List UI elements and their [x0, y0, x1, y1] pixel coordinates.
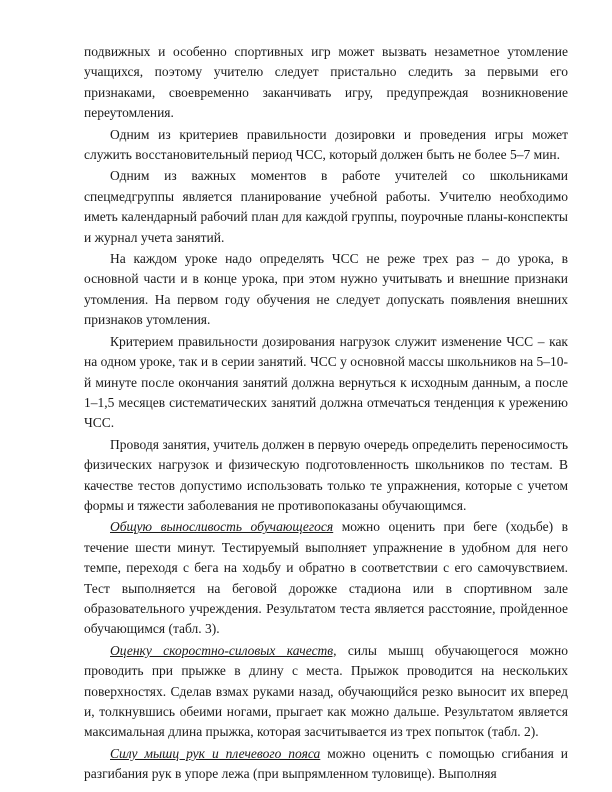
body-text	[84, 42, 568, 786]
paragraph-lead: Общую выносливость обучающегося	[110, 519, 334, 535]
paragraph-1	[84, 42, 568, 124]
paragraph-text: Одним из важных моментов в работе учителей со школьниками спецмедгруппы является планирование учебной работы. Учителю необходимо иметь календарный рабочий план для каждой группы, поурочные планы-конспекты и журнал учета занятий.	[84, 168, 568, 245]
paragraph-text: Одним из критериев правильности дозировки и проведения игры может служить восстановительный период ЧСС, который должен быть не более 5–7 мин.	[84, 126, 568, 163]
paragraph-emphasis: В качестве тестов допустимо использовать только те упражнения, которые с учетом формы и тяжести заболевания не противопоказаны обучающимся.	[84, 457, 568, 513]
paragraph-5	[84, 332, 568, 434]
paragraph-text: можно оценить с помощью сгибания и разгибания рук в упоре лежа (при выпрямленном туловище). Выполняя	[84, 745, 568, 782]
paragraph-text: силы мышц обучающегося можно проводить при прыжке в длину с места. Прыжок проводится на нескольких поверхностях. Сделав взмах руками назад, обучающийся резко выносит их вперед и, толкнувшись обеими ногами, прыгает как можно дальше. Результатом является максимальная длина прыжка, которая засчитывается из трех попыток (табл. 2).	[84, 642, 568, 740]
paragraph-text: подвижных и особенно спортивных игр может вызвать незаметное утомление учащихся, поэтому учителю следует пристально следить за первыми его признаками, своевременно заканчивать игру, предупреждая возникновение переутомления.	[84, 44, 568, 121]
paragraph-lead: Силу мышц рук и плечевого пояса	[110, 745, 321, 761]
paragraph-9	[84, 744, 568, 785]
paragraph-text: Критерием правильности дозирования нагрузок служит изменение ЧСС – как на одном уроке, так и в серии занятий. ЧСС у основной массы школьников на 5–10-й минуте после окончания занятий должна вернуться к исходным данным, а после 1–1,5 месяцев систематических занятий должна отмечаться тенденция к урежению ЧСС.	[84, 333, 568, 431]
paragraph-2	[84, 125, 568, 166]
paragraph-7	[84, 517, 568, 639]
paragraph-3	[84, 166, 568, 248]
paragraph-4	[84, 249, 568, 331]
paragraph-text: На каждом уроке надо определять ЧСС не реже трех раз – до урока, в основной части и в конце урока, при этом нужно учитывать и внешние признаки утомления. На первом году обучения не следует допускать появления внешних признаков утомления.	[84, 251, 568, 328]
paragraph-text: можно оценить при беге (ходьбе) в течение шести минут. Тестируемый выполняет упражнение в удобном для него темпе, переходя с бега на ходьбу и обратно в соответствии с его самочувствием. Тест выполняется на беговой дорожке стадиона или в спортивном зале образовательного учреждения. Результатом теста является расстояние, пройденное обучающимся (табл. 3).	[84, 519, 568, 637]
paragraph-8	[84, 641, 568, 743]
paragraph-6	[84, 435, 568, 517]
paragraph-text: Проводя занятия, учитель должен в первую очередь определить переносимость физических нагрузок и физическую подготовленность школьников по тестам.	[84, 436, 568, 473]
paragraph-lead: Оценку скоростно-силовых качеств,	[110, 642, 337, 658]
